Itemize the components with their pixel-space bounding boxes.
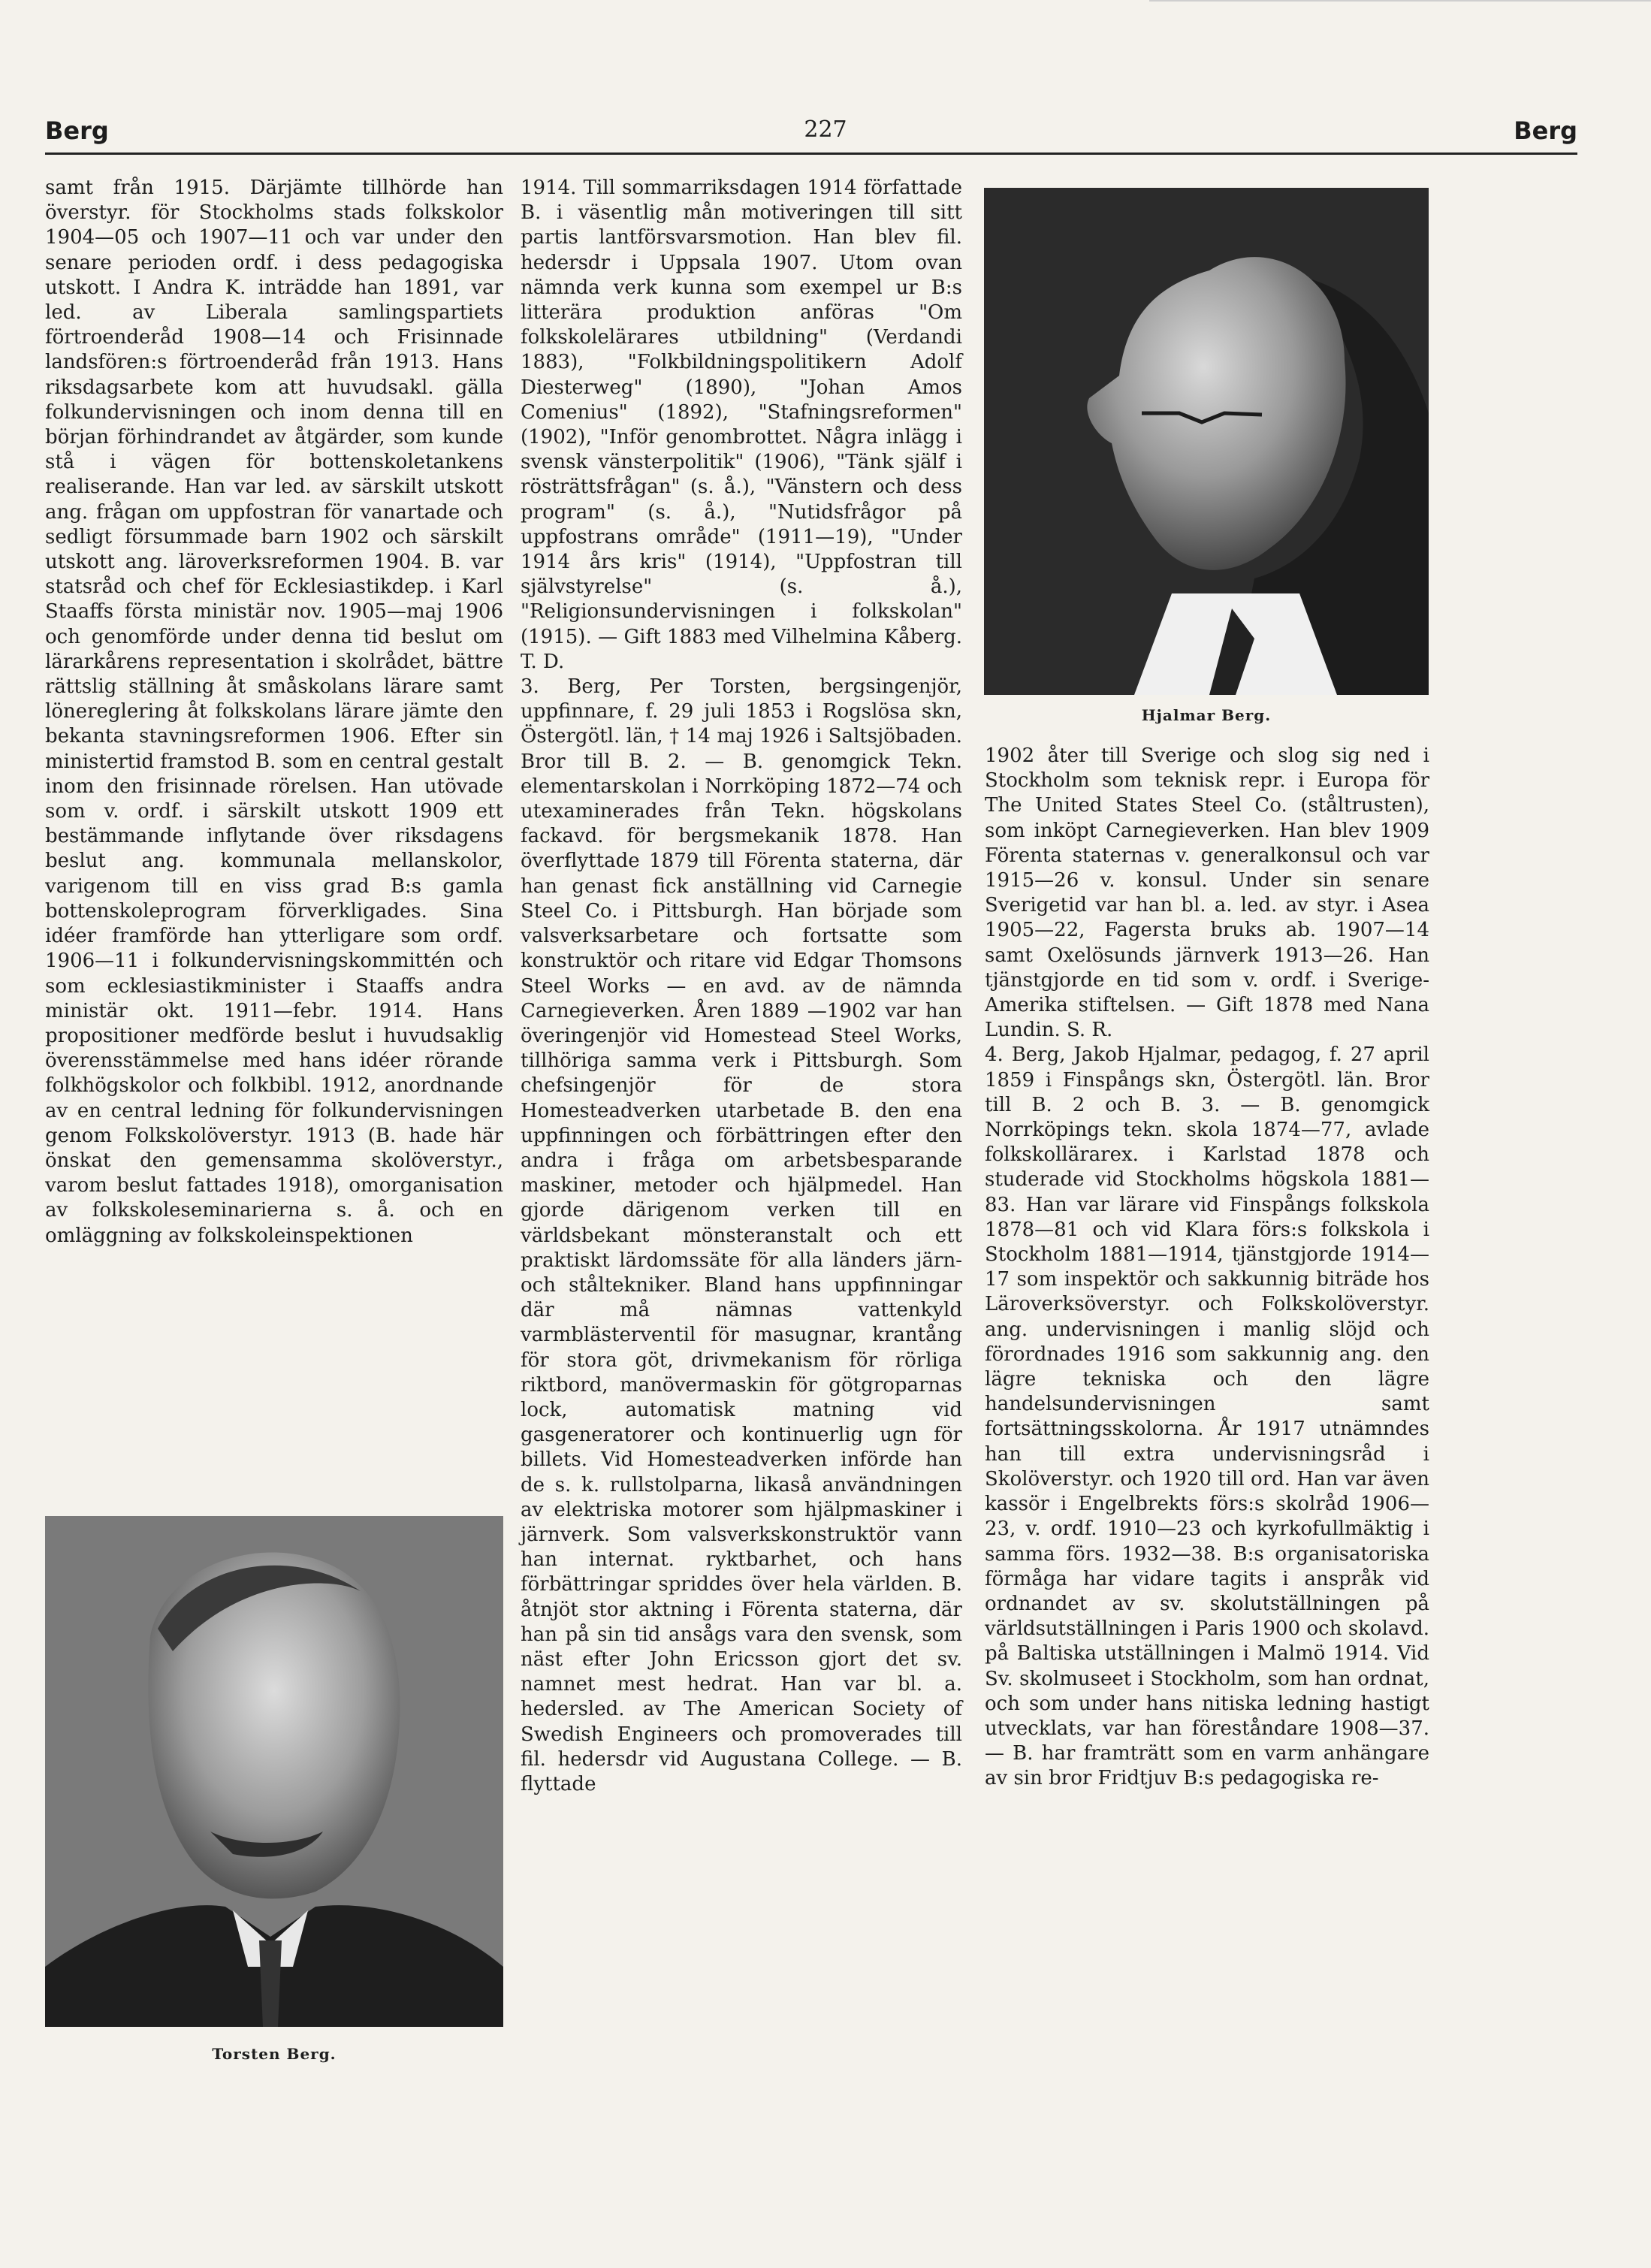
portrait-torsten-icon	[45, 1516, 503, 2027]
header-rule	[45, 153, 1577, 155]
portrait-photo-hjalmar	[984, 188, 1429, 695]
caption-hjalmar: Hjalmar Berg.	[1141, 706, 1272, 724]
caption-torsten: Torsten Berg.	[212, 2045, 337, 2063]
running-head-right: Berg	[1514, 116, 1577, 145]
scan-edge	[1149, 0, 1651, 2]
text-column-1: samt från 1915. Därjämte tillhörde han överstyr. för Stockholms stads folkskolor 1904—05 och 1907—11 och var under den senare perioden ordf. i dess pedagogiska utskott. I Andra K. inträdde han 1891, var led. av Liberala samlingspartiets förtroenderåd 1908—14 och Frisinnade landsfören:s förtroenderåd från 1913. Hans riksdagsarbete kom att huvudsakl. gälla folkundervisningen och inom denna till en början förhindrandet av åtgärder, som kunde stå i vägen för bottenskoletankens realiserande. Han var led. av särskilt utskott ang. frågan om uppfostran för vanartade och sedligt försummade barn 1902 och särskilt utskott ang. läroverksreformen 1904. B. var statsråd och chef för Ecklesiastikdep. i Karl Staaffs första ministär nov. 1905—maj 1906 och genomförde under denna tid beslut om lärarkårens representation i skolrådet, bättre rättslig ställning åt småskolans lärare samt lönereglering åt folkskolans lärare jämte den bekanta stavningsreformen 1906. Efter sin ministertid framstod B. som en central gestalt inom den frisinnade rörelsen. Han utövade som v. ordf. i särskilt utskott 1909 ett bestämmande inflytande över riksdagens beslut ang. kommunala mellanskolor, varigenom till en viss grad B:s gamla bottenskoleprogram förverkligades. Sina idéer framförde han ytterligare som ordf. 1906—11 i folkundervisningskommittén och som ecklesiastikminister i Staaffs andra ministär okt. 1911—febr. 1914. Hans propositioner medförde beslut i huvudsaklig överensstämmelse med hans idéer rörande folkhögskolor och folkbibl. 1912, anordnande av en central ledning för folkundervisningen genom Folkskolöverstyr. 1913 (B. hade här önskat den gemensamma skolöverstyr., varom beslut fattades 1918), omorganisation av folkskoleseminarierna s. å. och en omläggning av folkskoleinspektionen	[45, 177, 503, 1247]
portrait-hjalmar-icon	[984, 188, 1429, 695]
text-column-2: 1914. Till sommarriksdagen 1914 författade B. i väsentlig mån motiveringen till sitt partis lantförsvarsmotion. Han blev fil. hedersdr i Uppsala 1907. Utom ovan nämnda verk kunna som exempel ur B:s litterära produktion anföras "Om folkskolelärares utbildning" (Verdandi 1883), "Folkbildningspolitikern Adolf Diesterweg" (1890), "Johan Amos Comenius" (1892), "Stafningsreformen" (1902), "Inför genombrottet. Några inlägg i svensk vänsterpolitik" (1906), "Tänk själf i rösträttsfrågan" (s. å.), "Vänstern och dess program" (s. å.), "Nutidsfrågor på uppfostrans område" (1911—19), "Under 1914 års kris" (1914), "Uppfostran till självstyrelse" (s. å.), "Religionsundervisningen i folkskolan" (1915). — Gift 1883 med Vilhelmina Kåberg. T. D. 3. Berg, Per Torsten, bergsingenjör, uppfinnare, f. 29 juli 1853 i Rogslösa skn, Östergötl. län, † 14 maj 1926 i Saltsjöbaden. Bror till B. 2. — B. genomgick Tekn. elementarskolan i Norrköping 1872—74 och utexaminerades från Tekn. högskolans fackavd. för bergsmekanik 1878. Han överflyttade 1879 till Förenta staterna, där han genast fick anställning vid Carnegie Steel Co. i Pittsburgh. Han började som valsverksarbetare och fortsatte som konstruktör och ritare vid Edgar Thomsons Steel Works — en avd. av de nämnda Carnegieverken. Åren 1889 —1902 var han överingenjör vid Homestead Steel Works, tillhöriga samma verk i Pittsburgh. Som chefsingenjör för de stora Homesteadverken utarbetade B. den ena uppfinningen och förbättringen efter den andra i fråga om arbetsbesparande maskiner, metoder och hjälpmedel. Han gjorde därigenom verken till en världsbekant mönsteranstalt och ett praktiskt lärdomssäte för alla länders järn- och ståltekniker. Bland hans uppfinningar där må nämnas vattenkyld varmblästerventil för masugnar, krantång för stora göt, drivmekanism för rörliga riktbord, manövermaskin för götgroparnas lock, automatisk matning vid gasgeneratorer och kontinuerlig ugn för billets. Vid Homesteadverken införde han de s. k. rullstolparna, likaså användningen av elektriska motorer som hjälpmaskiner i järnverk. Som valsverkskonstruktör vann han internat. ryktbarhet, och hans förbättringar spriddes över hela världen. B. åtnjöt stor aktning i Förenta staterna, där han på sin tid ansågs vara den svensk, som näst efter John Ericsson gjort det sv. namnet mest hedrat. Han var bl. a. hedersled. av The American Society of Swedish Engineers och promoverades till fil. hedersdr vid Augustana College. — B. flyttade	[521, 177, 962, 1795]
page-number: 227	[804, 116, 847, 143]
portrait-photo-torsten	[45, 1516, 503, 2027]
text-column-3: 1902 åter till Sverige och slog sig ned i Stockholm som teknisk repr. i Europa för The United States Steel Co. (ståltrusten), som inköpt Carnegieverken. Han blev 1909 Förenta staternas v. generalkonsul och var 1915—26 v. konsul. Under sin senare Sverigetid var han bl. a. led. av styr. i Asea 1905—22, Fagersta bruks ab. 1907—14 samt Oxelösunds järnverk 1913—26. Han tjänstgjorde en tid som v. ordf. i Sverige-Amerika stiftelsen. — Gift 1878 med Nana Lundin. S. R. 4. Berg, Jakob Hjalmar, pedagog, f. 27 april 1859 i Finspångs skn, Östergötl. län. Bror till B. 2 och B. 3. — B. genomgick Norrköpings tekn. skola 1874—77, avlade folkskollärarex. i Karlstad 1878 och studerade vid Stockholms högskola 1881—83. Han var lärare vid Finspångs folkskola 1878—81 och vid Klara förs:s folkskola i Stockholm 1881—1914, tjänstgjorde 1914—17 som inspektör och sakkunnig biträde hos Läroverksöverstyr. och Folkskolöverstyr. ang. undervisningen i manlig slöjd och förordnades 1916 som sakkunnig ang. den lägre tekniska och den lägre handelsundervisningen samt fortsättningsskolorna. År 1917 utnämndes han till extra undervisningsråd i Skolöverstyr. och 1920 till ord. Han var även kassör i Engelbrekts förs:s skolråd 1906—23, v. ordf. 1910—23 och kyrkofullmäktig i samma förs. 1932—38. B:s organisatoriska förmåga har vidare tagits i anspråk vid ordnandet av sv. skolutställningen på världsutställningen i Paris 1900 och skolavd. på Baltiska utställningen i Malmö 1914. Vid Sv. skolmuseet i Stockholm, som han ordnat, och som under hans nitiska ledning hastigt utvecklats, var han föreståndare 1908—37. — B. har framträtt som en varm anhängare av sin bror Fridtjuv B:s pedagogiska re-	[985, 744, 1429, 1790]
running-head-left: Berg	[45, 116, 109, 145]
